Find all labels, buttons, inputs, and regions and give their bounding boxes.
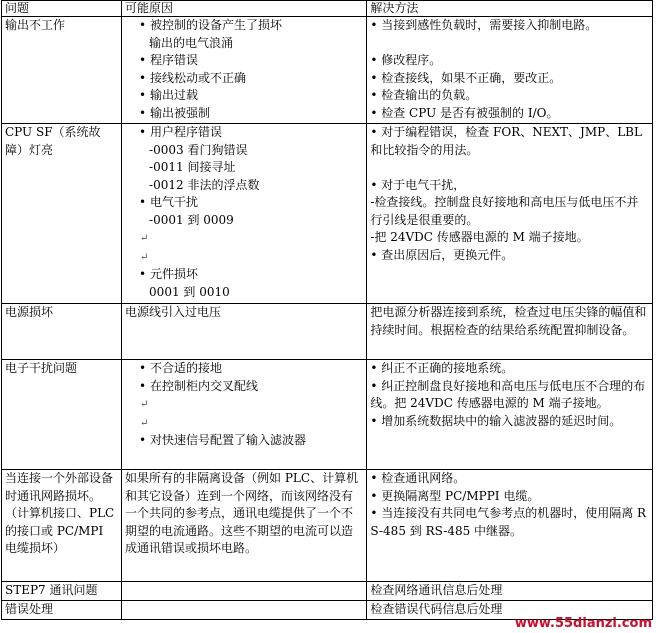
table-row <box>2 360 653 470</box>
problem-cell <box>2 360 122 470</box>
problem-cell <box>2 470 122 582</box>
cause-line: -0011 间接寻址 <box>149 160 236 174</box>
solution-line: • 对于编程错误，检查 FOR、NEXT、JMP、LBL 和比较指令的用法。 <box>370 125 642 157</box>
solution-line: • 检查 CPU 是否有被强制的 I/O。 <box>370 105 559 120</box>
cause-cell <box>122 360 367 470</box>
cause-line: • 在控制柜内交叉配线 <box>139 378 258 393</box>
problem-text: CPU SF（系统故障）灯亮 <box>5 125 101 157</box>
table-header-row <box>2 1 653 17</box>
cause-line: • 元件损坏 <box>139 267 198 281</box>
cause-line: -0003 看门狗错误 <box>149 142 248 157</box>
solution-line: -检查接线。控制盘良好接地和高电压与低电压不并行引线是很重要的。 <box>370 195 639 227</box>
empty-paragraph <box>125 248 363 267</box>
solution-line <box>370 35 649 53</box>
empty-paragraph <box>125 395 363 414</box>
cause-line: 如果所有的非隔离设备（例如 PLC、计算机和其它设备）连到一个网络，而该网络没有一个共同的参考点，通讯电缆提供了一个不期望的电流通路。这些不期望的电流可以造成通讯错误或损坏电路。 <box>125 471 359 555</box>
problem-text: 错误处理 <box>5 602 54 616</box>
cause-cell <box>122 124 367 304</box>
cause-cell <box>122 17 367 124</box>
solution-line: 检查网络通讯信息后处理 <box>370 583 503 597</box>
solution-line: • 检查输出的负载。 <box>370 88 478 102</box>
cause-cell <box>122 304 367 360</box>
table-row <box>2 582 653 601</box>
problem-cell <box>2 304 122 360</box>
table-row <box>2 17 653 124</box>
solution-line: • 当连接没有共同电气参考点的机器时，使用隔离 RS-485 到 RS-485 中继器。 <box>370 506 647 538</box>
solution-line: • 检查接线，如果不正确，要改正。 <box>370 70 562 85</box>
solution-cell <box>367 582 653 601</box>
problem-cell <box>2 124 122 304</box>
site-watermark: www.55dianzi.com <box>514 616 652 631</box>
problem-cell <box>2 17 122 124</box>
solution-line: • 查出原因后，更换元件。 <box>370 247 514 262</box>
solution-line: • 修改程序。 <box>370 53 442 67</box>
problem-text: 电子干扰问题 <box>5 361 78 375</box>
cause-line: -0012 非法的浮点数 <box>149 177 260 192</box>
header-problem: 问题 <box>2 1 122 17</box>
solution-cell <box>367 124 653 304</box>
solution-line: • 对于电气干扰， <box>370 177 466 192</box>
solution-cell <box>367 360 653 470</box>
cause-line: • 输出过载 <box>139 88 198 102</box>
cause-line: • 程序错误 <box>139 53 198 67</box>
troubleshooting-table <box>1 0 653 620</box>
cause-line: • 用户程序错误 <box>139 125 222 139</box>
empty-paragraph <box>125 229 363 248</box>
problem-text: 输出不工作 <box>5 18 66 32</box>
solution-line: • 纠正控制盘良好接地和高电压与低电压不合理的布线。把 24VDC 传感器电源的 M 端子接地。 <box>370 378 646 410</box>
solution-line: • 增加系统数据块中的输入滤波器的延迟时间。 <box>370 413 622 428</box>
solution-line: 把电源分析器连接到系统，检查过电压尖锋的幅值和持续时间。根据检查的结果给系统配置抑制设备。 <box>370 305 647 337</box>
header-cause: 可能原因 <box>122 1 367 17</box>
problem-text: STEP7 通讯问题 <box>5 583 98 597</box>
return-mark: ↵ <box>140 233 149 244</box>
table-row <box>2 124 653 304</box>
solution-line: -把 24VDC 传感器电源的 M 端子接地。 <box>370 230 589 244</box>
solution-line: • 检查通讯网络。 <box>370 471 466 485</box>
cause-cell <box>122 470 367 582</box>
solution-line: • 更换隔离型 PC/MPPI 电缆。 <box>370 488 540 503</box>
table-row <box>2 304 653 360</box>
cause-line: -0001 到 0009 <box>149 212 234 227</box>
cause-line: • 电气干扰 <box>139 195 198 209</box>
solution-line: • 当接到感性负载时，需要接入抑制电路。 <box>370 18 598 32</box>
cause-line: • 不合适的接地 <box>139 361 222 375</box>
empty-paragraph <box>370 159 649 177</box>
solution-line: 检查错误代码信息后处理 <box>370 602 503 616</box>
cause-line: 电源线引入过电压 <box>125 305 222 319</box>
problem-text: 电源损坏 <box>5 305 54 319</box>
cause-line: • 被控制的设备产生了损坏 <box>139 18 282 32</box>
return-mark: ↵ <box>140 399 149 410</box>
cause-cell <box>122 601 367 620</box>
solution-cell <box>367 304 653 360</box>
empty-paragraph <box>125 414 363 433</box>
solution-line: • 纠正不正确的接地系统。 <box>370 361 514 375</box>
cause-line: • 输出被强制 <box>139 105 210 120</box>
cause-line: • 接线松动或不正确 <box>139 70 246 85</box>
return-mark: ↵ <box>140 251 149 263</box>
table-row <box>2 470 653 582</box>
return-mark: ↵ <box>140 417 149 429</box>
problem-cell <box>2 601 122 620</box>
cause-line: • 对快速信号配置了输入滤波器 <box>139 433 306 447</box>
solution-cell <box>367 470 653 582</box>
cause-line: 0001 到 0010 <box>149 284 230 299</box>
solution-cell <box>367 17 653 124</box>
problem-cell <box>2 582 122 601</box>
problem-text: 当连接一个外部设备时通讯网路损坏。（计算机接口、PLC 的接口或 PC/MPI 电缆损坏） <box>5 471 115 555</box>
cause-cell <box>122 582 367 601</box>
cause-line: 输出的电气浪涌 <box>149 35 234 50</box>
header-solution: 解决方法 <box>367 1 653 17</box>
